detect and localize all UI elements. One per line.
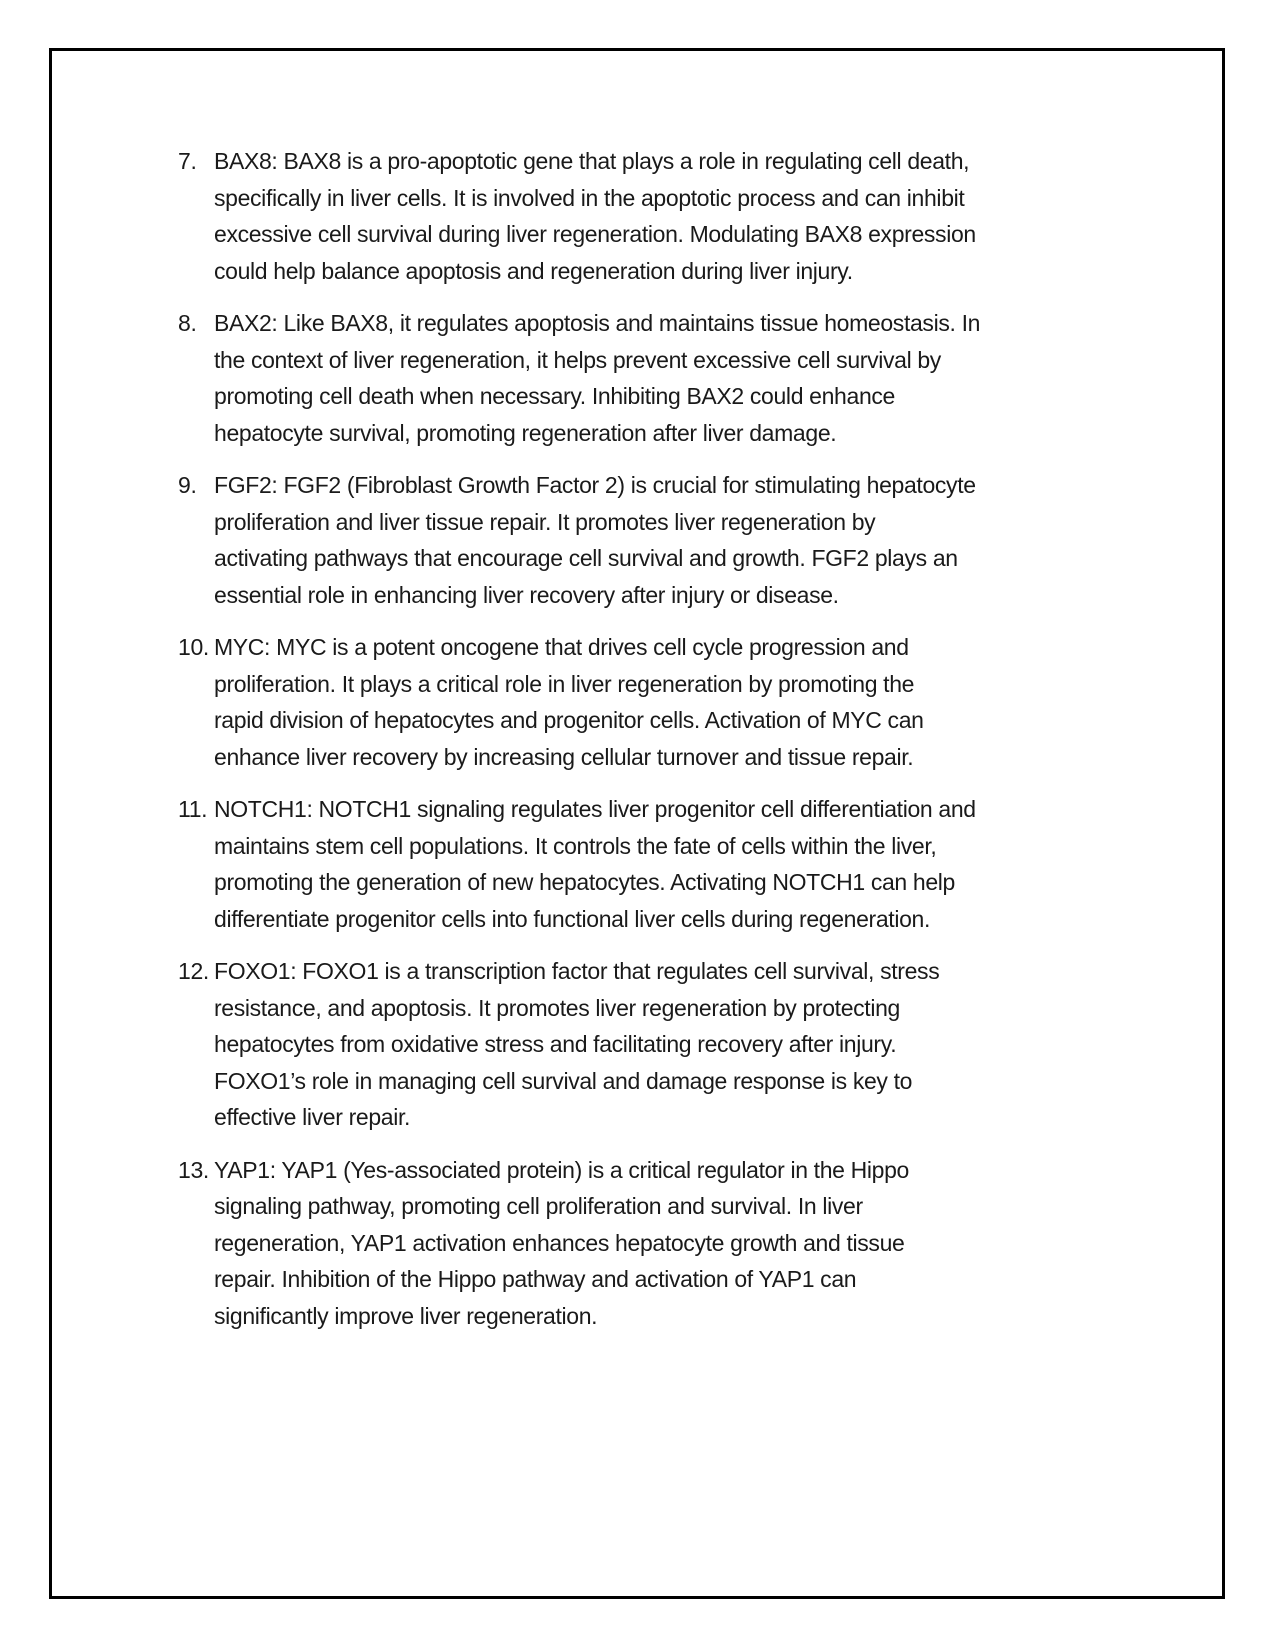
text-line: could help balance apoptosis and regeneration during liver injury. [214, 257, 853, 284]
text-line: rapid division of hepatocytes and progenitor cells. Activation of MYC can [214, 707, 924, 733]
text-line: BAX2: Like BAX8, it regulates apoptosis and maintains tissue homeostasis. In [214, 310, 981, 336]
text-line: NOTCH1: NOTCH1 signaling regulates liver progenitor cell differentiation and [214, 796, 976, 822]
list-item-bax2 [178, 305, 1098, 451]
text-line: MYC: MYC is a potent oncogene that drives cell cycle progression and [214, 634, 909, 660]
text-line: signaling pathway, promoting cell proliferation and survival. In liver [214, 1193, 863, 1219]
text-line: FGF2: FGF2 (Fibroblast Growth Factor 2) is crucial for stimulating hepatocyte [214, 472, 976, 498]
list-item-yap1 [178, 1152, 1098, 1335]
list-number: 7. [178, 148, 197, 174]
text-line: essential role in enhancing liver recovery after injury or disease. [214, 581, 839, 608]
text-line: BAX8: BAX8 is a pro-apoptotic gene that plays a role in regulating cell death, [214, 148, 970, 174]
text-line: proliferation. It plays a critical role in liver regeneration by promoting the [214, 670, 915, 697]
text-line: FOXO1’s role in managing cell survival and damage response is key to [214, 1067, 913, 1094]
list-item-fgf2 [178, 467, 1098, 613]
text-line: hepatocyte survival, promoting regeneration after liver damage. [214, 419, 837, 446]
text-line: specifically in liver cells. It is involved in the apoptotic process and can inhibit [214, 184, 965, 211]
text-line: maintains stem cell populations. It controls the fate of cells within the liver, [214, 832, 937, 859]
text-line: differentiate progenitor cells into functional liver cells during regeneration. [214, 905, 931, 932]
text-line: the context of liver regeneration, it helps prevent excessive cell survival by [214, 346, 941, 373]
text-line: hepatocytes from oxidative stress and facilitating recovery after injury. [214, 1031, 897, 1057]
text-line: FOXO1: FOXO1 is a transcription factor that regulates cell survival, stress [214, 958, 940, 984]
list-number: 8. [178, 310, 197, 336]
list-item-myc [178, 629, 1098, 775]
list-item-bax8 [178, 143, 1098, 289]
text-line: YAP1: YAP1 (Yes-associated protein) is a critical regulator in the Hippo [214, 1156, 909, 1183]
list-item-foxo1 [178, 953, 1098, 1136]
list-number: 9. [178, 472, 197, 498]
text-line: repair. Inhibition of the Hippo pathway and activation of YAP1 can [214, 1266, 857, 1292]
text-line: significantly improve liver regeneration. [214, 1302, 598, 1329]
list-item-notch1 [178, 791, 1098, 937]
text-line: promoting cell death when necessary. Inhibiting BAX2 could enhance [214, 383, 895, 409]
list-number: 10. [178, 634, 209, 660]
text-line: promoting the generation of new hepatocytes. Activating NOTCH1 can help [214, 869, 955, 895]
text-line: effective liver repair. [214, 1104, 411, 1130]
text-line: enhance liver recovery by increasing cellular turnover and tissue repair. [214, 743, 914, 770]
gene-list [178, 143, 1098, 1350]
text-line: activating pathways that encourage cell survival and growth. FGF2 plays an [214, 545, 958, 571]
list-number: 11. [178, 796, 208, 822]
list-number: 13. [178, 1156, 209, 1183]
text-line: resistance, and apoptosis. It promotes liver regeneration by protecting [214, 994, 900, 1021]
text-line: proliferation and liver tissue repair. It promotes liver regeneration by [214, 508, 876, 535]
list-number: 12. [178, 958, 209, 984]
text-line: regeneration, YAP1 activation enhances hepatocyte growth and tissue [214, 1229, 905, 1256]
text-line: excessive cell survival during liver regeneration. Modulating BAX8 expression [214, 221, 976, 247]
